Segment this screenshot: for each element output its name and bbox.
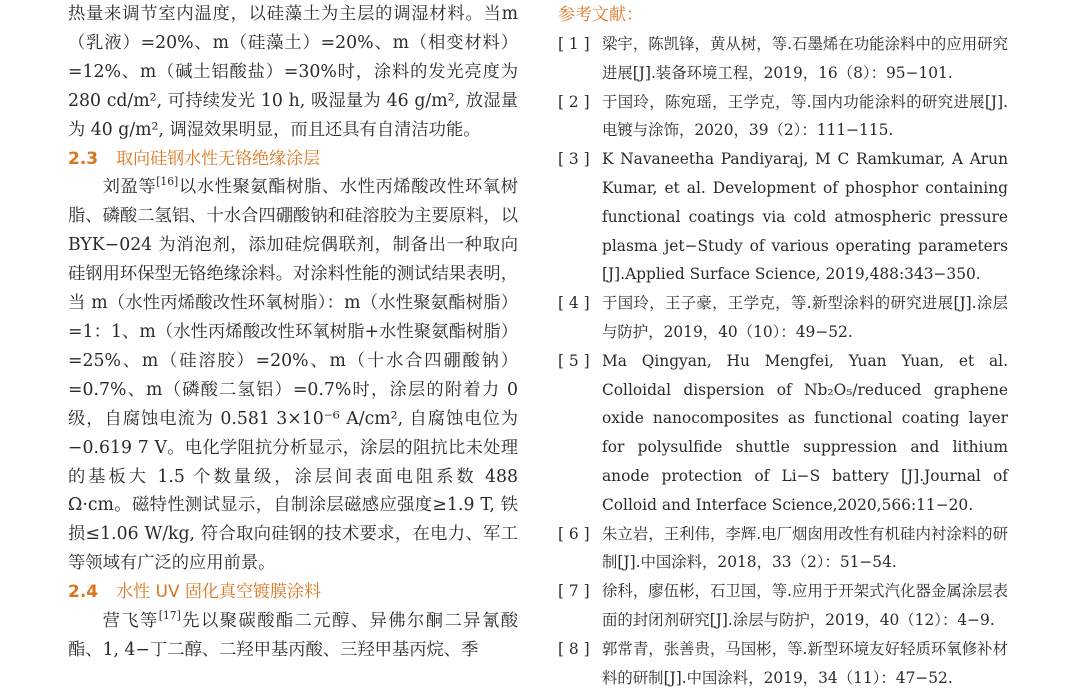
reference-number: [ 8 ] (558, 639, 590, 658)
reference-text: 徐科，廖伍彬，石卫国，等.应用于开架式汽化器金属涂层表面的封闭剂研究[J].涂层与防护，2019，40（12）：4−9. (602, 582, 1008, 629)
paragraph-text: 以水性聚氨酯树脂、水性丙烯酸改性环氧树脂、磷酸二氢铝、十水合四硼酸钠和硅溶胶为主要原料，以 BYK−024 为消泡剂，添加硅烷偶联剂，制备出一种取向硅钢用环保型无铬绝缘涂料。对涂料性能的测试结果表明，当 m（水性丙烯酸改性环氧树脂）：m（水性聚氨酯树脂）=1：1、m（水性丙烯酸改性环氧树脂+水性聚氨酯树脂）=25%、m（硅溶胶）=20%、m（十水合四硼酸钠）=0.7%、m（磷酸二氢铝）=0.7%时，涂层的附着力 0 级，自腐蚀电流为 0.581 3×10⁻⁶ A/cm², 自腐蚀电位为−0.619 7 V。电化学阻抗分析显示，涂层的阻抗比未处理的基板大 1.5 个数量级，涂层间表面电阻系数 488 Ω·cm。磁特性测试显示，自制涂层磁感应强度≥1.9 T, 铁损≤1.06 W/kg, 符合取向硅钢的技术要求，在电力、军工等领域有广泛的应用前景。 (68, 177, 518, 574)
section-heading-2-4 (68, 578, 518, 607)
reference-number: [ 6 ] (558, 524, 590, 543)
section-title: 水性 UV 固化真空镀膜涂料 (116, 582, 322, 603)
body-paragraph (68, 607, 518, 665)
reference-text: 梁宇，陈凯锋，黄从树，等.石墨烯在功能涂料中的应用研究进展[J].装备环境工程，2019，16（8）：95−101. (602, 35, 1008, 82)
section-number: 2.4 (68, 582, 99, 603)
reference-item (558, 520, 1008, 578)
reference-item (558, 88, 1008, 146)
section-heading-2-3 (68, 145, 518, 174)
reference-item (558, 30, 1008, 88)
reference-text: K Navaneetha Pandiyaraj, M C Ramkumar, A Arun Kumar, et al. Development of phosphor containing functional coatings via cold atmospheric pressure plasma jet−Study of various operating parameters [J].Applied Surface Science, 2019,488:343−350. (602, 150, 1008, 284)
reference-item (558, 577, 1008, 635)
reference-number: [ 5 ] (558, 351, 590, 370)
references-heading: 参考文献： (558, 5, 643, 25)
reference-text: 于国玲，王子豪，王学克，等.新型涂料的研究进展[J].涂层与防护，2019，40（10）：49−52. (602, 294, 1008, 341)
reference-number: [ 7 ] (558, 582, 590, 601)
reference-text: Ma Qingyan, Hu Mengfei, Yuan Yuan, et al. Colloidal dispersion of Nb₂O₅/reduced graphene oxide nanocomposites as functional coating layer for polysulfide shuttle suppression and lithium anode protection of Li−S battery [J].Journal of Colloid and Interface Science,2020,566:11−20. (602, 351, 1008, 514)
reference-number: [ 3 ] (558, 150, 590, 169)
reference-item (558, 347, 1008, 520)
reference-text: 郭常青，张善贵，马国彬，等.新型环境友好轻质环氧修补材料的研制[J].中国涂料，2019，34（11）：47−52. (602, 639, 1008, 687)
references-column (558, 0, 1008, 692)
body-paragraph: 热量来调节室内温度，以硅藻土为主层的调湿材料。当m（乳液）=20%、m（硅藻土）=20%、m（相变材料）=12%、m（碱土铝酸盐）=30%时，涂料的发光亮度为 280 cd/m², 可持续发光 10 h, 吸湿量为 46 g/m², 放湿量为 40 g/m², 调湿效果明显，而且还具有自清洁功能。 (68, 4, 518, 140)
section-title: 取向硅钢水性无铬绝缘涂层 (116, 148, 321, 169)
reference-number: [ 2 ] (558, 92, 590, 111)
left-column (68, 0, 518, 665)
author-name: 刘盈等 (102, 177, 157, 198)
paragraph-text: 先以聚碳酸酯二元醇、异佛尔酮二异氰酸酯、1, 4−丁二醇、二羟甲基丙酸、三羟甲基丙烷、季 (68, 611, 518, 660)
reference-item (558, 145, 1008, 289)
reference-text: 朱立岩，王利伟，李辉.电厂烟囱用改性有机硅内衬涂料的研制[J].中国涂料，2018，33（2）：51−54. (602, 524, 1008, 572)
citation-marker: [17] (158, 609, 181, 623)
reference-text: 于国玲，陈宛瑶，王学克，等.国内功能涂料的研究进展[J].电镀与涂饰，2020，39（2）：111−115. (602, 92, 1008, 140)
reference-item (558, 635, 1008, 692)
citation-marker: [16] (156, 175, 179, 189)
section-number: 2.3 (68, 148, 99, 169)
author-name: 营飞等 (102, 611, 159, 632)
reference-number: [ 1 ] (558, 35, 590, 53)
reference-item (558, 289, 1008, 347)
body-paragraph (68, 173, 518, 578)
reference-number: [ 4 ] (558, 294, 590, 313)
